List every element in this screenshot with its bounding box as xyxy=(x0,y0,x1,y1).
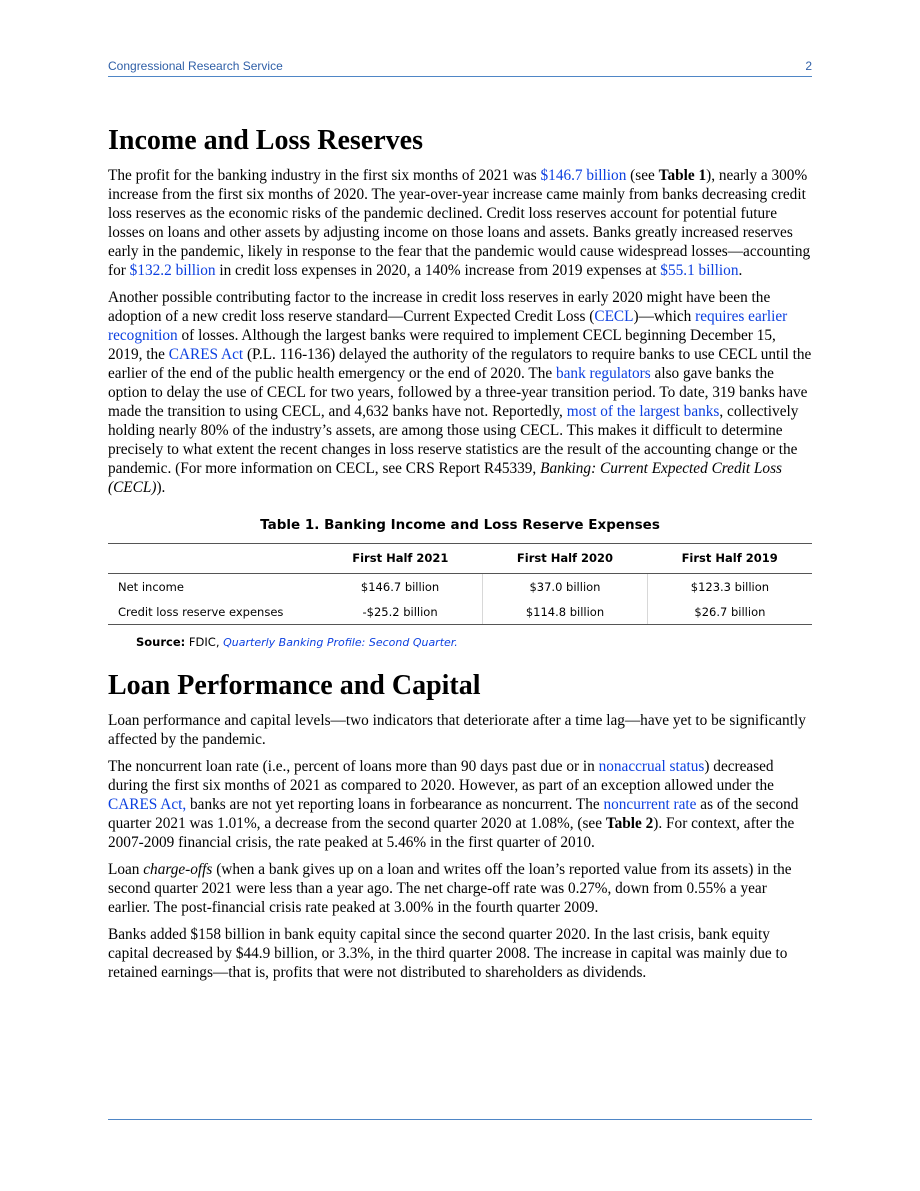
row-label: Credit loss reserve expenses xyxy=(108,599,318,625)
link-146-7-billion[interactable]: $146.7 billion xyxy=(540,167,627,184)
text-run: Loan xyxy=(108,861,144,878)
link-largest-banks[interactable]: most of the largest banks xyxy=(566,403,720,420)
income-table xyxy=(108,543,812,625)
link-nonaccrual-status[interactable]: nonaccrual status xyxy=(598,758,705,775)
link-noncurrent-rate[interactable]: noncurrent rate xyxy=(603,796,697,813)
paragraph-capital: Banks added $158 billion in bank equity capital since the second quarter 2020. In the last crisis, bank equity capital decreased by $44.9 billion, or 3.3%, in the third quarter 2008. The increase in capital was mainly due to retained earnings—that is, profits that were not distributed to shareholders as dividends. xyxy=(108,926,788,981)
paragraph-cecl xyxy=(108,288,812,497)
table-cell: -$25.2 billion xyxy=(318,599,483,625)
table-source xyxy=(136,635,812,649)
text-run: )—which xyxy=(633,308,696,325)
table-header-cell: First Half 2019 xyxy=(647,544,812,574)
table-ref: Table 1 xyxy=(658,167,707,184)
term-charge-offs: charge-offs xyxy=(143,861,213,878)
paragraph-profit xyxy=(108,166,812,280)
table-cell: $123.3 billion xyxy=(647,574,812,600)
table-row xyxy=(108,599,812,625)
text-run: The profit for the banking industry in the first six months of 2021 was xyxy=(108,167,541,184)
text-run: ), nearly a 300% increase from the first six months of 2020. The year-over-year increase came mainly from banks decreasing credit loss reserves as the economic risks of the pandemic declined. Credit loss reserves account for potential future losses on loans and other assets by adjusting income on those loans and assets. Banks greatly increased reserves early in the pandemic, likely in response to the fear that the pandemic would cause widespread losses—accounting for xyxy=(108,167,811,279)
table-header-cell: First Half 2021 xyxy=(318,544,483,574)
text-run: Another possible contributing factor to the increase in credit loss reserves in early 2020 might have been the adoption of a new credit loss reserve standard—Current Expected Credit Loss ( xyxy=(108,289,771,325)
link-bank-regulators[interactable]: bank regulators xyxy=(555,365,651,382)
link-cares-act-2[interactable]: CARES Act, xyxy=(108,796,187,813)
table-row xyxy=(108,574,812,600)
text-run: of losses. Although the largest banks were required to implement CECL beginning December 15, 2019, the xyxy=(108,327,776,363)
text-run: (see xyxy=(626,167,659,184)
table-header-cell: First Half 2020 xyxy=(483,544,648,574)
text-run: ). xyxy=(156,479,166,496)
link-cares-act[interactable]: CARES Act xyxy=(168,346,244,363)
source-text: FDIC, xyxy=(185,635,224,649)
link-132-2-billion[interactable]: $132.2 billion xyxy=(129,262,216,279)
paragraph-noncurrent xyxy=(108,757,812,852)
link-55-1-billion[interactable]: $55.1 billion xyxy=(660,262,739,279)
section-heading-loan: Loan Performance and Capital xyxy=(108,670,481,701)
text-run: in credit loss expenses in 2020, a 140% increase from 2019 expenses at xyxy=(215,262,661,279)
page-header xyxy=(108,58,812,77)
source-label: Source: xyxy=(136,635,186,649)
report-title: Banking: Current Expected Credit Loss (CECL) xyxy=(108,460,782,496)
table-caption: Table 1. Banking Income and Loss Reserve Expenses xyxy=(260,517,660,533)
table-header-cell xyxy=(108,544,318,574)
link-earlier-recognition[interactable]: requires earlier recognition xyxy=(108,308,788,344)
text-run: (P.L. 116-136) delayed the authority of the regulators to require banks to use CECL until the earlier of the end of the public health emergency or the end of 2020. The xyxy=(108,346,812,382)
text-run: ). For context, after the 2007-2009 financial crisis, the rate peaked at 5.46% in the first quarter of 2010. xyxy=(108,815,795,851)
table-cell: $26.7 billion xyxy=(647,599,812,625)
header-org: Congressional Research Service xyxy=(108,59,283,73)
link-quarterly-banking-profile[interactable]: Quarterly Banking Profile: Second Quarter. xyxy=(223,636,458,649)
section-heading-income: Income and Loss Reserves xyxy=(108,125,423,156)
link-cecl[interactable]: CECL xyxy=(594,308,634,325)
table-ref: Table 2 xyxy=(605,815,654,832)
row-label: Net income xyxy=(118,580,184,594)
text-run: also gave banks the option to delay the use of CECL for two years, followed by a three-year transition period. To date, 319 banks have made the transition to using CECL, and 4,632 banks have not. Reportedly, xyxy=(108,365,808,420)
table-cell: $146.7 billion xyxy=(360,580,440,594)
text-run: . xyxy=(738,262,743,279)
table-cell: $114.8 billion xyxy=(483,599,648,625)
paragraph-charge-offs xyxy=(108,860,812,917)
table-cell: $37.0 billion xyxy=(483,574,648,600)
text-run: The noncurrent loan rate (i.e., percent of loans more than 90 days past due or in xyxy=(108,758,599,775)
text-run: ) decreased during the first six months of 2021 as compared to 2020. However, as part of an exception allowed under the xyxy=(108,758,774,794)
text-run: (when a bank gives up on a loan and writes off the loan’s reported value from its assets) in the second quarter 2021 were less than a year ago. The net charge-off rate was 0.27%, down from 0.55% a year earlier. The post-financial crisis rate peaked at 3.00% in the fourth quarter 2009. xyxy=(108,861,792,916)
text-run: , collectively holding nearly 80% of the industry’s assets, are among those using CECL. This makes it difficult to determine precisely to what extent the recent changes in loss reserve statistics are the result of the accounting change or the pandemic. (For more information on CECL, see CRS Report R45339, xyxy=(108,403,799,477)
paragraph-loan-intro: Loan performance and capital levels—two indicators that deteriorate after a time lag—have yet to be significantly affected by the pandemic. xyxy=(108,712,806,748)
table-header-row xyxy=(108,544,812,574)
main-content xyxy=(108,124,812,990)
page-number: 2 xyxy=(805,59,812,73)
text-run: as of the second quarter 2021 was 1.01%, a decrease from the second quarter 2020 at 1.08%, (see xyxy=(108,796,799,832)
footer-rule xyxy=(108,1119,812,1120)
text-run: banks are not yet reporting loans in forbearance as noncurrent. The xyxy=(186,796,604,813)
